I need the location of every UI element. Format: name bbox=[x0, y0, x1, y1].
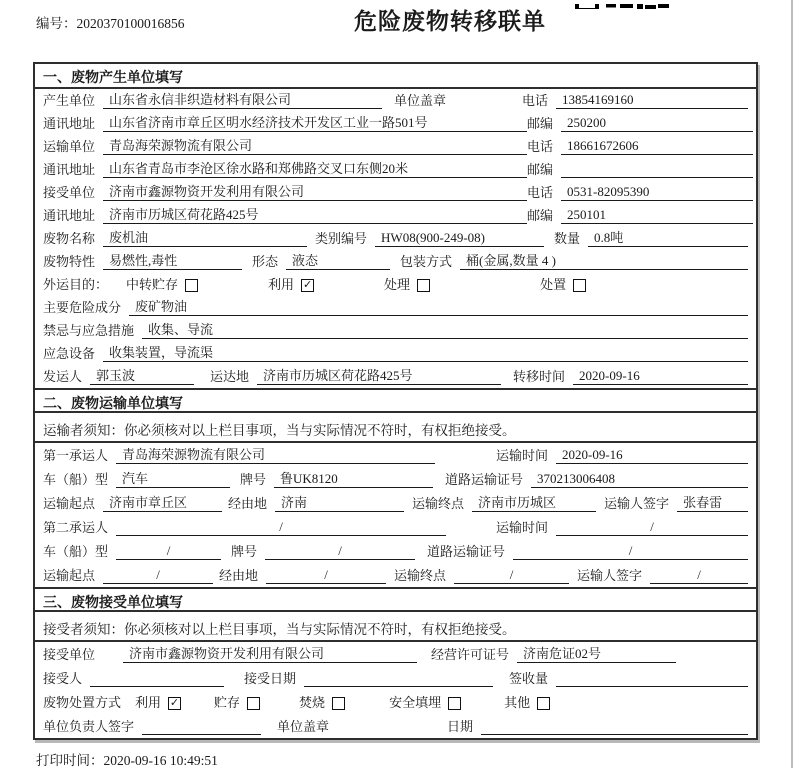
checkbox-disposal-landfill bbox=[448, 697, 461, 710]
terminus1-value: 济南市历城区 bbox=[472, 492, 596, 512]
via2-value: / bbox=[266, 567, 386, 584]
carrier2-time-group bbox=[496, 517, 748, 536]
disposal-option-label: 其他 bbox=[504, 695, 531, 710]
origin1-value: 济南市章丘区 bbox=[103, 492, 222, 512]
transporter-label: 运输单位 bbox=[43, 139, 96, 154]
unit-seal-label: 单位盖章 bbox=[277, 719, 330, 734]
producer-address-value: 山东省济南市章丘区明水经济技术开发区工业一路501号 bbox=[103, 112, 527, 132]
disposal-method-row bbox=[35, 690, 756, 714]
responsible-sign-value bbox=[142, 718, 261, 735]
phone-label: 电话 bbox=[527, 139, 554, 154]
shipper-value: 郭玉波 bbox=[90, 365, 194, 385]
transporter-zip-group bbox=[527, 159, 753, 178]
carrier-sign-label: 运输人签字 bbox=[604, 496, 670, 511]
disposal-option-incinerate bbox=[299, 692, 345, 711]
license-label: 经营许可证号 bbox=[431, 647, 510, 662]
carrier1-signature-value: 张春雷 bbox=[677, 492, 748, 512]
transfer-time-value: 2020-09-16 bbox=[573, 368, 748, 385]
receiver-label: 接受单位 bbox=[43, 185, 96, 200]
producer-zip-group bbox=[527, 113, 753, 132]
carrier2-label: 第二承运人 bbox=[43, 520, 109, 535]
acceptor-value bbox=[90, 670, 224, 687]
form-value: 液态 bbox=[286, 250, 390, 270]
hazard-value: 废矿物油 bbox=[129, 296, 748, 316]
traits-label: 废物特性 bbox=[43, 254, 96, 269]
waste-traits-row bbox=[35, 250, 756, 273]
producer-row bbox=[35, 89, 756, 112]
hazard-label: 主要危险成分 bbox=[43, 300, 122, 315]
date-value bbox=[481, 718, 748, 735]
document-number-value: 2020370100016856 bbox=[76, 16, 185, 31]
plate2-value: / bbox=[265, 543, 415, 560]
accepting-unit-label: 接受单位 bbox=[43, 647, 96, 662]
taboo-label: 禁忌与应急措施 bbox=[43, 323, 135, 338]
receiver-zip-value: 250101 bbox=[561, 207, 753, 224]
checkbox-dispose bbox=[573, 279, 586, 292]
origin-label: 运输起点 bbox=[43, 496, 96, 511]
via-label: 经由地 bbox=[219, 568, 259, 583]
carrier2-value: / bbox=[116, 519, 446, 536]
equipment-label: 应急设备 bbox=[43, 346, 96, 361]
accept-date-value bbox=[304, 670, 493, 687]
route2-row bbox=[35, 563, 756, 587]
date-label: 日期 bbox=[447, 719, 474, 734]
transfer-time-label: 转移时间 bbox=[513, 369, 566, 384]
section1-header: 一、废物产生单位填写 bbox=[35, 64, 756, 89]
traits-value: 易燃性,毒性 bbox=[103, 250, 242, 270]
zip-label: 邮编 bbox=[527, 208, 554, 223]
address-label: 通讯地址 bbox=[43, 116, 96, 131]
document-number bbox=[36, 12, 185, 32]
road-permit-label: 道路运输证号 bbox=[427, 544, 506, 559]
section-transporter bbox=[35, 388, 756, 587]
responsible-sign-row bbox=[35, 714, 756, 738]
receiver-address-row bbox=[35, 204, 756, 227]
section3-header: 三、废物接受单位填写 bbox=[35, 587, 756, 612]
scan-edge-artifact bbox=[791, 0, 793, 768]
address-label: 通讯地址 bbox=[43, 162, 96, 177]
producer-label: 产生单位 bbox=[43, 93, 96, 108]
disposal-option-label: 利用 bbox=[135, 695, 162, 710]
form-label: 形态 bbox=[252, 254, 279, 269]
disposal-option-other bbox=[504, 692, 550, 711]
vehicle2-row bbox=[35, 539, 756, 563]
checkbox-treat bbox=[417, 279, 430, 292]
receiver-address-value: 济南市历城区荷花路425号 bbox=[103, 204, 527, 224]
qr-code-icon bbox=[575, 4, 670, 9]
disposal-option-landfill bbox=[389, 692, 461, 711]
producer-zip-value: 250200 bbox=[561, 115, 753, 132]
print-time: 打印时间：2020-09-16 10:49:51 bbox=[36, 753, 218, 768]
waste-name-row bbox=[35, 227, 756, 250]
page-title: 危险废物转移联单 bbox=[354, 8, 546, 34]
phone-label: 电话 bbox=[527, 185, 554, 200]
zip-label: 邮编 bbox=[527, 116, 554, 131]
receiver-row bbox=[35, 181, 756, 204]
phone-label: 电话 bbox=[522, 93, 549, 108]
purpose-row bbox=[35, 273, 756, 296]
disposal-option-label: 安全填埋 bbox=[389, 695, 442, 710]
via-label: 经由地 bbox=[228, 496, 268, 511]
disposal-option-label: 焚烧 bbox=[299, 695, 326, 710]
waste-name-value: 废机油 bbox=[103, 227, 307, 247]
taboo-row bbox=[35, 319, 756, 342]
route1-row bbox=[35, 491, 756, 515]
packaging-value: 桶(金属,数量 4 ) bbox=[460, 250, 748, 270]
receiver-phone-value: 0531-82095390 bbox=[561, 184, 753, 201]
purpose-label: 外运目的： bbox=[43, 277, 109, 292]
transporter-address-row bbox=[35, 158, 756, 181]
destination-value: 济南市历城区荷花路425号 bbox=[257, 365, 501, 385]
disposal-method-label: 废物处置方式 bbox=[43, 695, 122, 710]
checkbox-disposal-storage bbox=[247, 697, 260, 710]
terminus-label: 运输终点 bbox=[394, 568, 447, 583]
section-producer bbox=[35, 64, 756, 388]
terminus-label: 运输终点 bbox=[412, 496, 465, 511]
qr-code-fragment bbox=[575, 0, 670, 9]
carrier2-row bbox=[35, 515, 756, 539]
accepting-unit-row bbox=[35, 642, 756, 666]
shipper-label: 发运人 bbox=[43, 369, 83, 384]
plate-label: 牌号 bbox=[231, 544, 258, 559]
received-amount-label: 签收量 bbox=[509, 671, 549, 686]
transporter-phone-value: 18661672606 bbox=[561, 138, 753, 155]
carrier1-time-group bbox=[496, 445, 748, 464]
taboo-value: 收集、导流 bbox=[142, 319, 748, 339]
accepting-unit-value: 济南市鑫源物资开发利用有限公司 bbox=[123, 643, 417, 663]
zip-label: 邮编 bbox=[527, 162, 554, 177]
checkbox-transfer-storage bbox=[185, 279, 198, 292]
receiver-value: 济南市鑫源物资开发利用有限公司 bbox=[103, 181, 527, 201]
license-value: 济南危证02号 bbox=[517, 643, 676, 663]
carrier1-label: 第一承运人 bbox=[43, 448, 109, 463]
packaging-label: 包装方式 bbox=[400, 254, 453, 269]
purpose-option-label: 处置 bbox=[540, 277, 567, 292]
purpose-option-label: 中转贮存 bbox=[126, 277, 179, 292]
vehicle1-row bbox=[35, 467, 756, 491]
accept-date-label: 接受日期 bbox=[244, 671, 297, 686]
transporter-value: 青岛海荣源物流有限公司 bbox=[103, 135, 527, 155]
vehicle-type-label: 车（船）型 bbox=[43, 472, 109, 487]
carrier-sign-label: 运输人签字 bbox=[577, 568, 643, 583]
unit-seal-label: 单位盖章 bbox=[394, 93, 447, 108]
responsible-sign-label: 单位负责人签字 bbox=[43, 719, 135, 734]
receiver-zip-group bbox=[527, 205, 753, 224]
checkbox-use: ✓ bbox=[302, 278, 313, 291]
carrier2-time-value: / bbox=[556, 519, 748, 536]
received-amount-value bbox=[556, 670, 748, 687]
transporter-notice: 运输者须知：你必须核对以上栏目事项，当与实际情况不符时，有权拒绝接受。 bbox=[35, 413, 756, 443]
via1-value: 济南 bbox=[275, 492, 404, 512]
carrier2-signature-value: / bbox=[650, 567, 748, 584]
producer-address-row bbox=[35, 112, 756, 135]
transport-time-label: 运输时间 bbox=[496, 448, 549, 463]
carrier1-value: 青岛海荣源物流有限公司 bbox=[116, 444, 435, 464]
checkbox-disposal-use: ✓ bbox=[169, 696, 180, 709]
transporter-zip-value bbox=[561, 161, 753, 178]
purpose-option-label: 利用 bbox=[268, 277, 295, 292]
category-label: 类别编号 bbox=[315, 231, 368, 246]
section-receiver bbox=[35, 587, 756, 738]
acceptor-row bbox=[35, 666, 756, 690]
vehicle1-type-value: 汽车 bbox=[116, 468, 230, 488]
disposal-option-storage bbox=[214, 692, 260, 711]
waste-name-label: 废物名称 bbox=[43, 231, 96, 246]
purpose-option-dispose bbox=[540, 274, 586, 293]
vehicle2-type-value: / bbox=[116, 543, 221, 560]
transporter-address-value: 山东省青岛市李沧区徐水路和郑佛路交叉口东侧20米 bbox=[103, 158, 527, 178]
address-label: 通讯地址 bbox=[43, 208, 96, 223]
transporter-row bbox=[35, 135, 756, 158]
acceptor-label: 接受人 bbox=[43, 671, 83, 686]
quantity-label: 数量 bbox=[554, 231, 581, 246]
purpose-option-use bbox=[268, 274, 314, 293]
manifest-form bbox=[33, 62, 758, 740]
checkbox-disposal-other bbox=[537, 697, 550, 710]
producer-phone-value: 13854169160 bbox=[556, 92, 748, 109]
shipper-row bbox=[35, 365, 756, 388]
disposal-option-label: 贮存 bbox=[214, 695, 241, 710]
receiver-phone-group bbox=[527, 182, 753, 201]
destination-label: 运达地 bbox=[210, 369, 250, 384]
disposal-option-use bbox=[135, 692, 181, 711]
carrier1-row bbox=[35, 443, 756, 467]
road-permit-label: 道路运输证号 bbox=[445, 472, 524, 487]
plate1-value: 鲁UK8120 bbox=[274, 468, 433, 488]
purpose-option-treat bbox=[384, 274, 430, 293]
permit2-value: / bbox=[513, 543, 748, 560]
terminus2-value: / bbox=[454, 567, 569, 584]
producer-value: 山东省永信非织造材料有限公司 bbox=[103, 89, 382, 109]
category-value: HW08(900-249-08) bbox=[375, 230, 544, 247]
origin-label: 运输起点 bbox=[43, 568, 96, 583]
document-number-label: 编号： bbox=[36, 16, 77, 31]
transport-time-label: 运输时间 bbox=[496, 520, 549, 535]
vehicle-type-label: 车（船）型 bbox=[43, 544, 109, 559]
hazard-row bbox=[35, 296, 756, 319]
receiver-notice: 接受者须知：你必须核对以上栏目事项，当与实际情况不符时，有权拒绝接受。 bbox=[35, 612, 756, 642]
section2-header: 二、废物运输单位填写 bbox=[35, 388, 756, 413]
quantity-value: 0.8吨 bbox=[588, 227, 748, 247]
equipment-row bbox=[35, 342, 756, 365]
carrier1-time-value: 2020-09-16 bbox=[556, 447, 748, 464]
producer-phone-group bbox=[522, 90, 748, 109]
plate-label: 牌号 bbox=[240, 472, 267, 487]
permit1-value: 370213006408 bbox=[531, 471, 748, 488]
transporter-phone-group bbox=[527, 136, 753, 155]
purpose-option-label: 处理 bbox=[384, 277, 411, 292]
origin2-value: / bbox=[103, 567, 213, 584]
checkbox-disposal-incinerate bbox=[332, 697, 345, 710]
equipment-value: 收集装置，导流渠 bbox=[103, 342, 748, 362]
purpose-option-transfer bbox=[126, 274, 198, 293]
